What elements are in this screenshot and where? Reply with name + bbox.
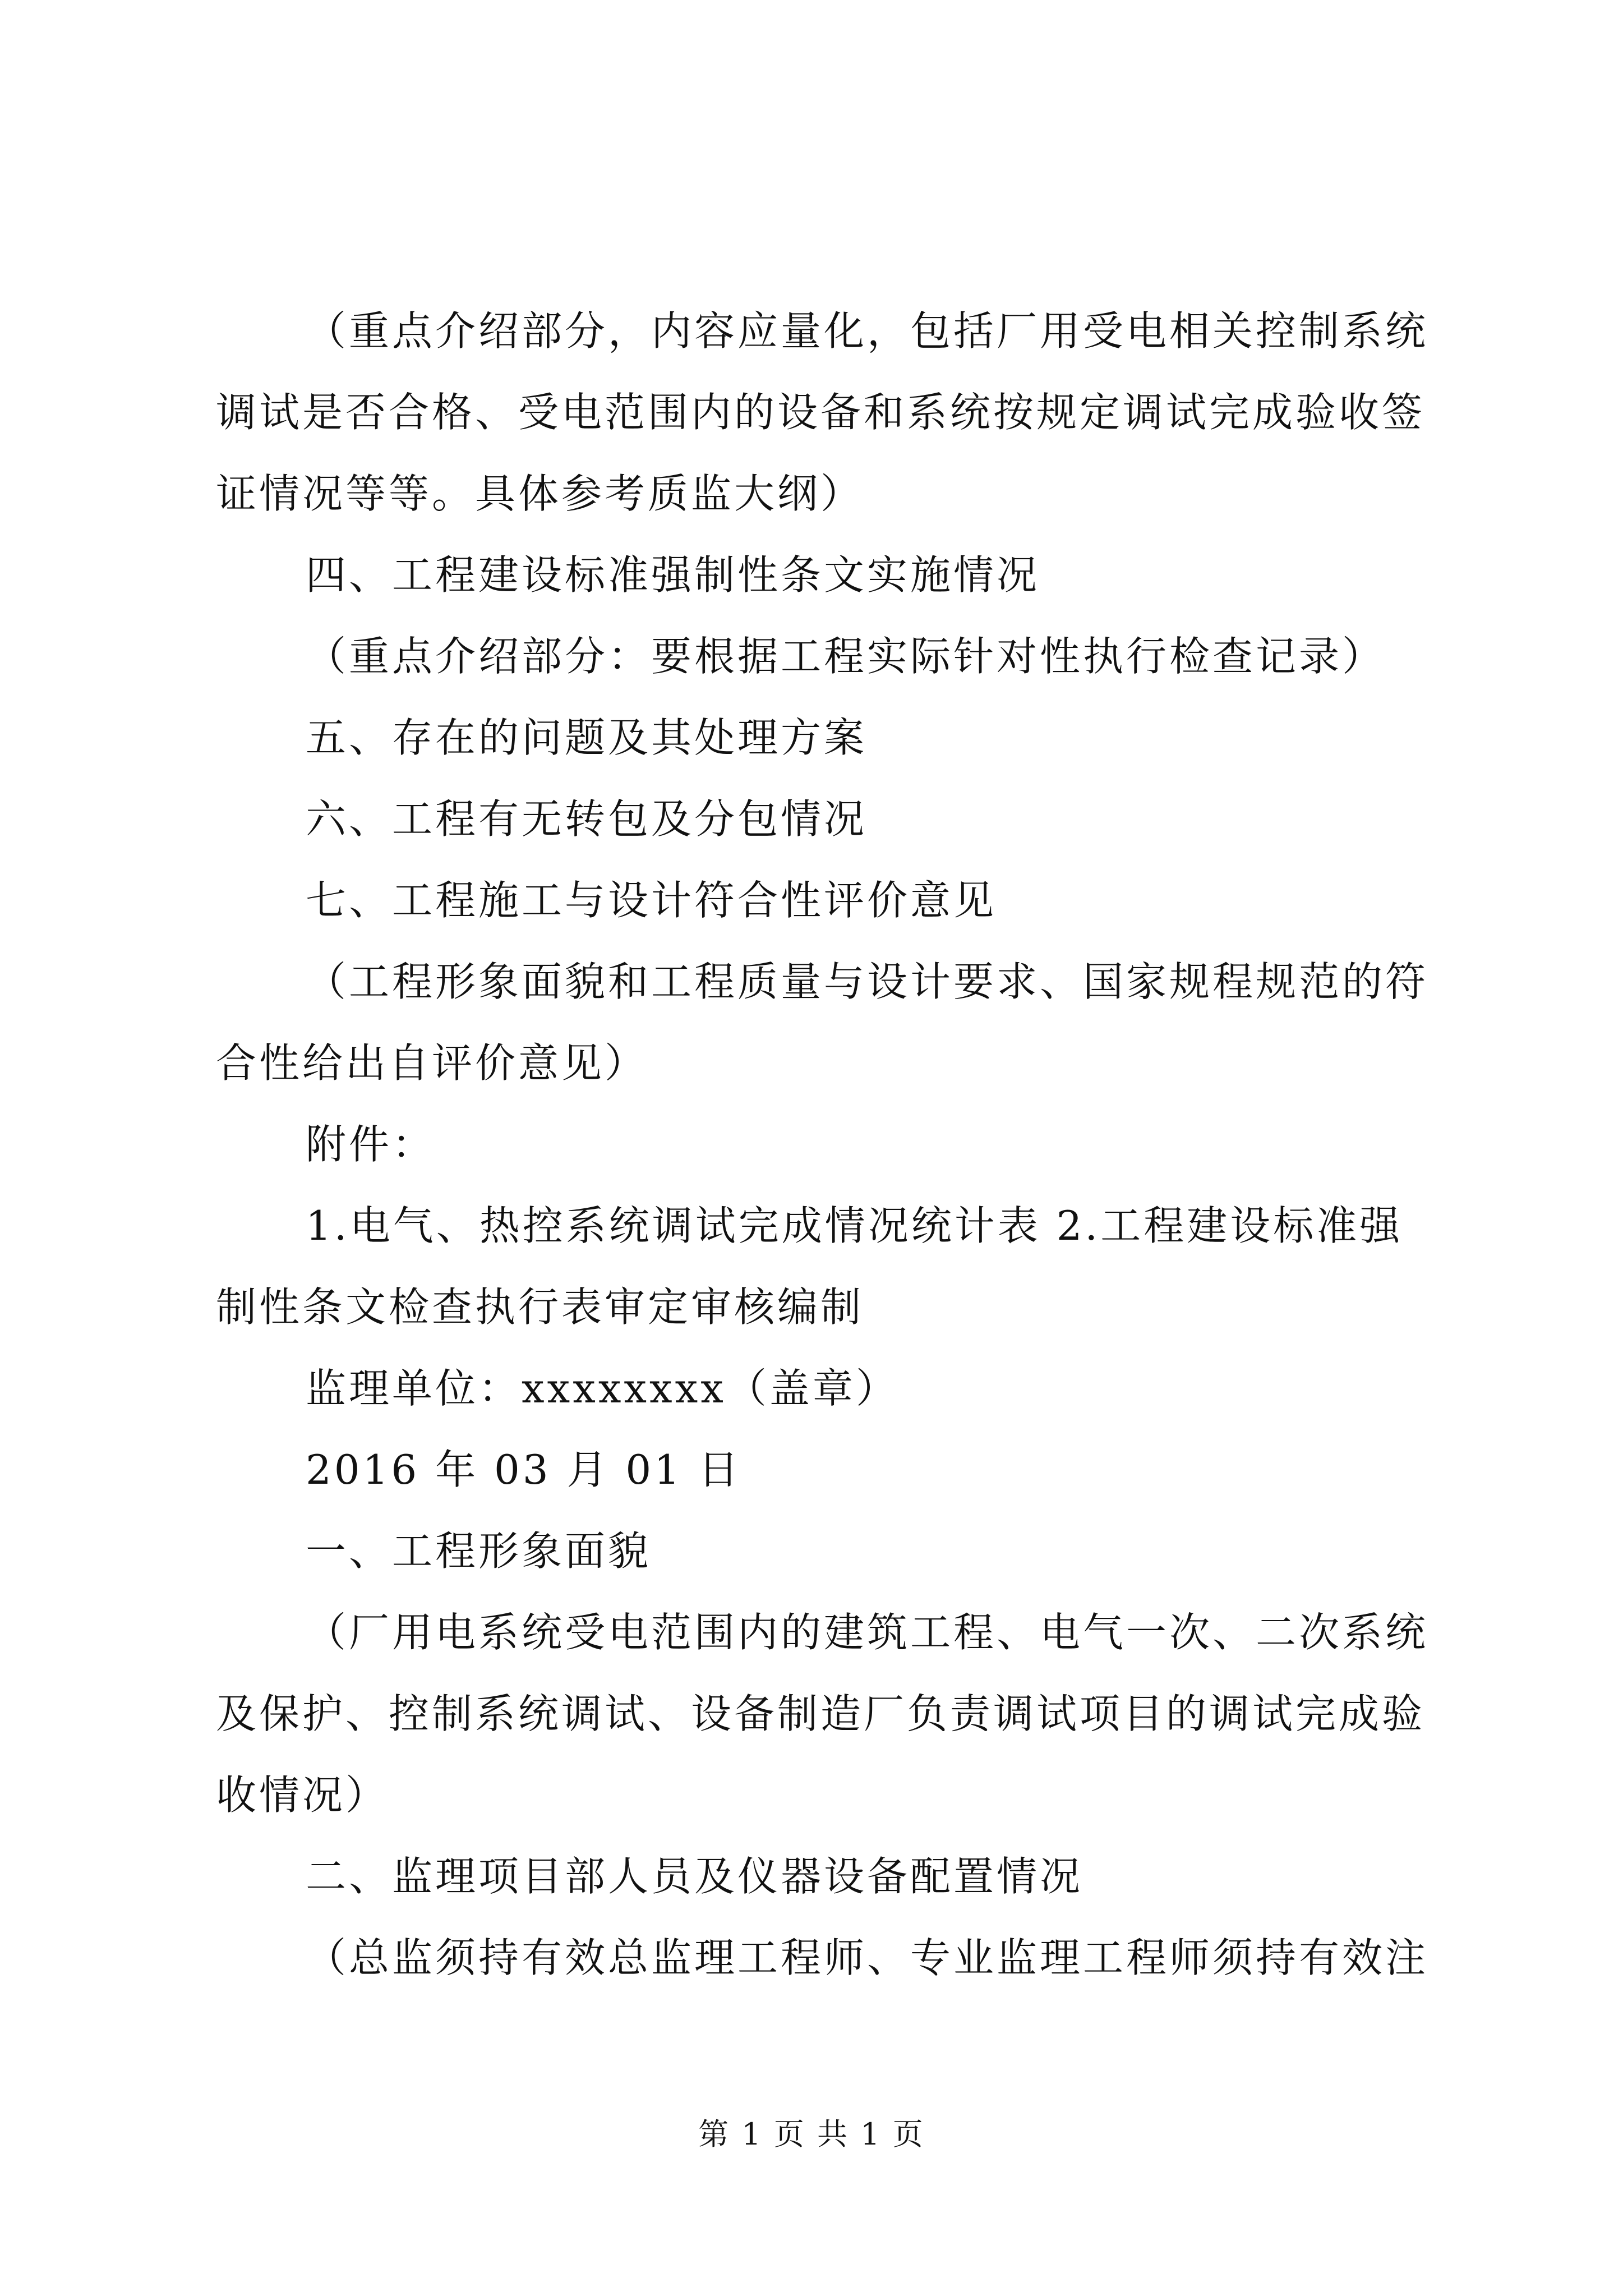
text-line: 及保护、控制系统调试、设备制造厂负责调试项目的调试完成验 [216,1690,1426,1737]
text-line: 调试是否合格、受电范围内的设备和系统按规定调试完成验收签 [216,389,1426,436]
section-heading: 六、工程有无转包及分包情况 [306,795,868,843]
attachment-label: 附件： [306,1121,436,1168]
text-line: （总监须持有效总监理工程师、专业监理工程师须持有效注 [306,1934,1429,1981]
section-heading: 四、工程建设标准强制性条文实施情况 [306,551,1040,599]
text-line: 收情况） [216,1772,389,1819]
section-heading: 七、工程施工与设计符合性评价意见 [306,877,997,924]
text-line: （重点介绍部分：要根据工程实际针对性执行检查记录） [306,633,1386,680]
page-footer: 第 1 页 共 1 页 [698,2116,925,2152]
attachment-list: 制性条文检查执行表审定审核编制 [216,1283,864,1331]
text-line: 证情况等等。具体参考质监大纲） [216,470,864,517]
section-heading: 一、工程形象面貌 [306,1527,652,1575]
supervisor-unit: 监理单位：xxxxxxxx（盖章） [306,1365,899,1412]
section-heading: 二、监理项目部人员及仪器设备配置情况 [306,1853,1083,1900]
text-line: （厂用电系统受电范围内的建筑工程、电气一次、二次系统 [306,1609,1429,1656]
text-line: （重点介绍部分，内容应量化，包括厂用受电相关控制系统 [306,307,1429,355]
document-date: 2016 年 03 月 01 日 [306,1446,741,1493]
attachment-list: 1.电气、热控系统调试完成情况统计表 2.工程建设标准强 [306,1202,1403,1249]
text-line: （工程形象面貌和工程质量与设计要求、国家规程规范的符 [306,958,1429,1005]
text-line: 合性给出自评价意见） [216,1039,648,1087]
section-heading: 五、存在的问题及其处理方案 [306,714,868,761]
